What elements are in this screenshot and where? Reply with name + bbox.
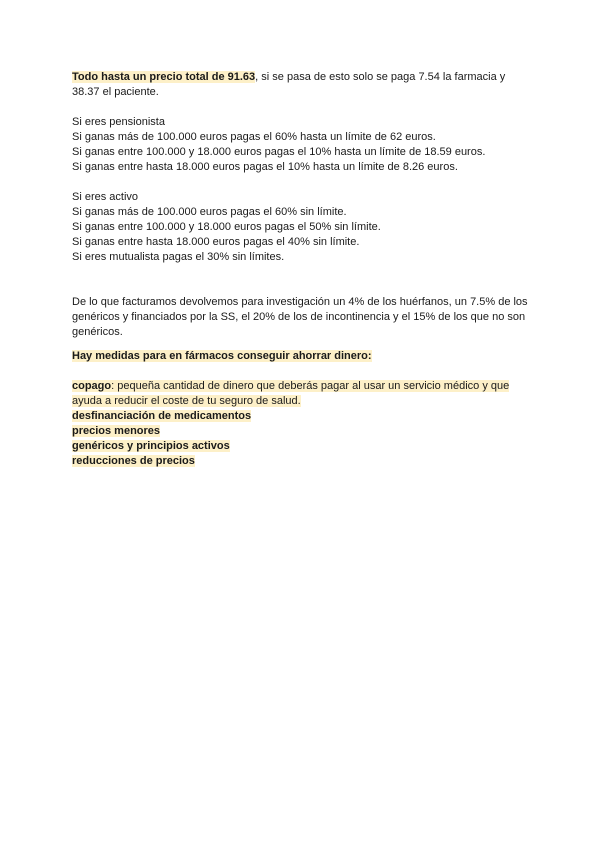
- activo-line: Si ganas entre hasta 18.000 euros pagas el 40% sin límite.: [72, 236, 360, 248]
- medida-item: reducciones de precios: [72, 455, 195, 467]
- activo-title: Si eres activo: [72, 191, 139, 203]
- copago-term: copago: [72, 380, 112, 392]
- activo-line: Si ganas más de 100.000 euros pagas el 60% sin límite.: [72, 206, 347, 218]
- copago-definition: : pequeña cantidad de dinero que deberás pagar al usar un servicio médico y que ayuda a reducir el coste de tu seguro de salud.: [72, 380, 510, 407]
- medida-item: precios menores: [72, 425, 161, 437]
- medidas-title: Hay medidas para en fármacos conseguir ahorrar dinero:: [72, 350, 372, 362]
- pensionista-line: Si ganas entre 100.000 y 18.000 euros pagas el 10% hasta un límite de 18.59 euros.: [72, 146, 486, 158]
- medida-item: genéricos y principios activos: [72, 440, 230, 452]
- activo-line: Si ganas entre 100.000 y 18.000 euros pagas el 50% sin límite.: [72, 221, 381, 233]
- intro-paragraph: [72, 70, 532, 100]
- copago-paragraph: [72, 379, 532, 409]
- pensionista-line: Si ganas más de 100.000 euros pagas el 60% hasta un límite de 62 euros.: [72, 131, 436, 143]
- devolucion-paragraph: De lo que facturamos devolvemos para investigación un 4% de los huérfanos, un 7.5% de los genéricos y financiados por la SS, el 20% de los de incontinencia y el 15% de los que no son genéricos.: [72, 296, 528, 338]
- intro-rest: , si se pasa de esto solo se paga 7.54 la farmacia y 38.37 el paciente.: [72, 71, 506, 98]
- intro-bold: Todo hasta un precio total de 91.63: [72, 71, 256, 83]
- pensionista-title: Si eres pensionista: [72, 116, 165, 128]
- document-page: [72, 70, 532, 469]
- pensionista-line: Si ganas entre hasta 18.000 euros pagas el 10% hasta un límite de 8.26 euros.: [72, 161, 458, 173]
- medida-item: desfinanciación de medicamentos: [72, 410, 252, 422]
- activo-line: Si eres mutualista pagas el 30% sin límites.: [72, 251, 285, 263]
